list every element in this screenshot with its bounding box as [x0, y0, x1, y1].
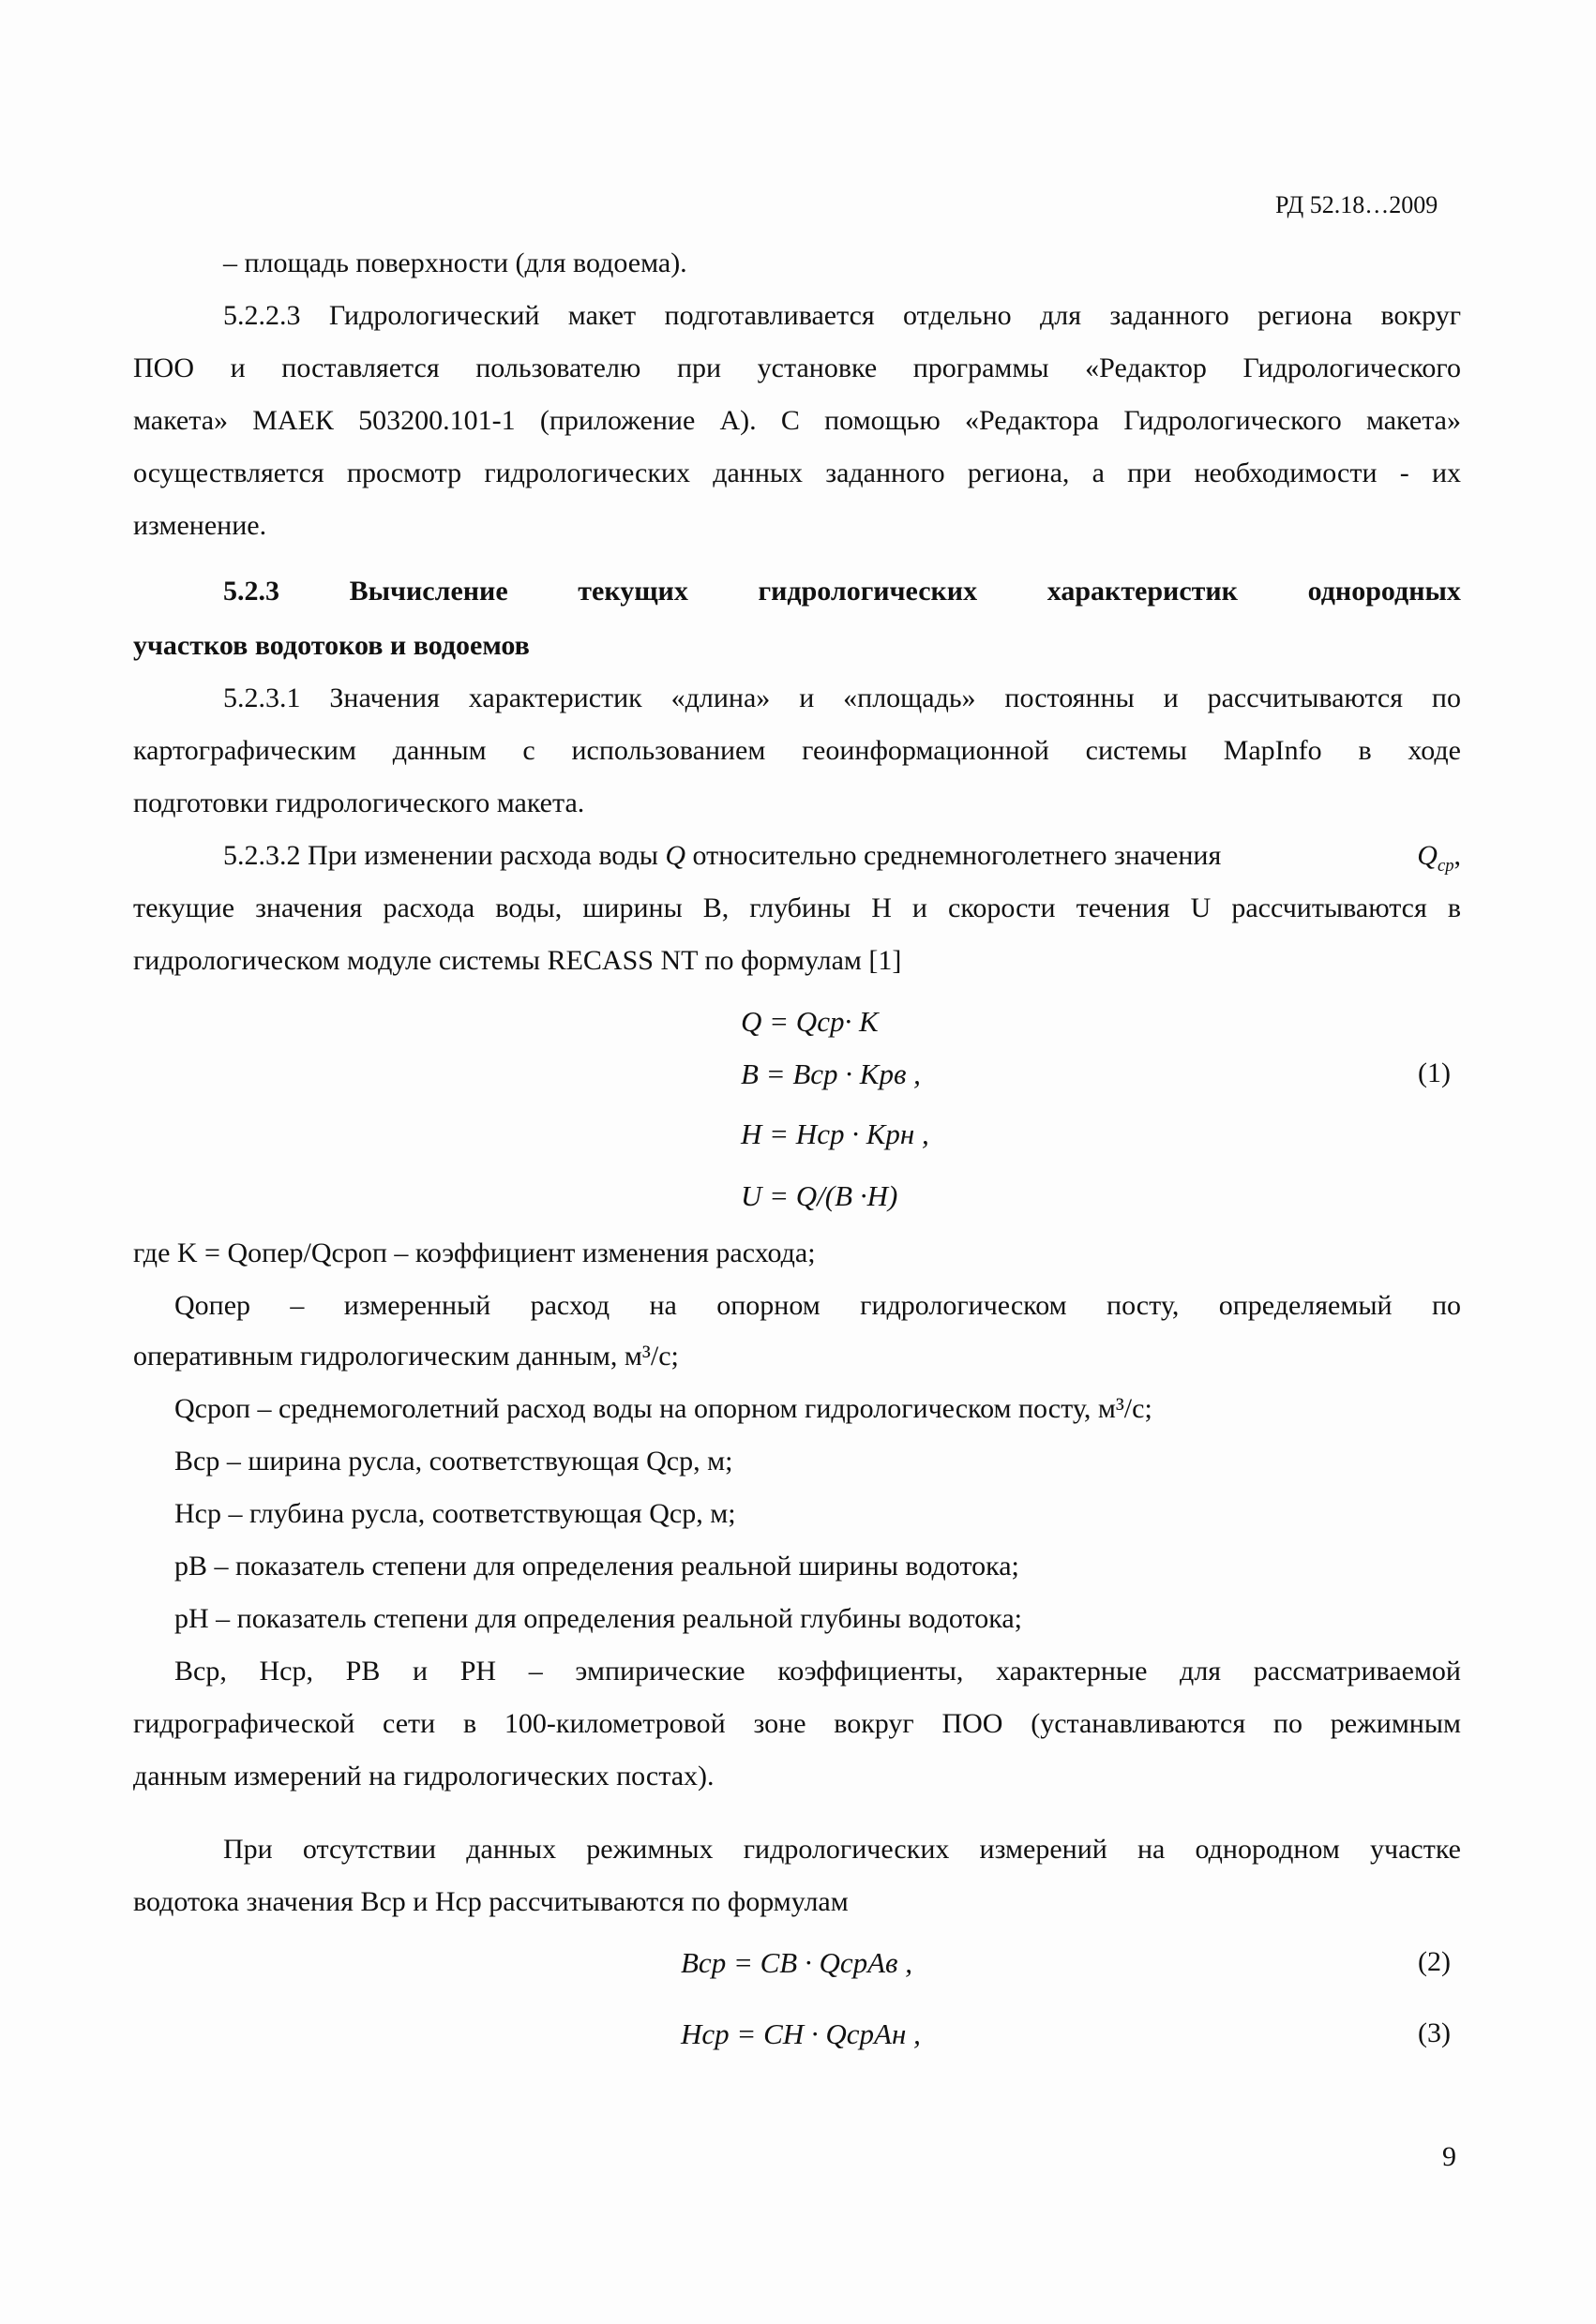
- paragraph-absence-line2: водотока значения Bср и Hср рассчитываются по формулам: [133, 1886, 849, 1917]
- formula-1-line4: U = Q/(B ·H): [741, 1179, 898, 1212]
- definition-qoper-line2: оперативным гидрологическим данным, м³/с;: [133, 1341, 679, 1372]
- definition-empirical-line3: данным измерений на гидрологических постах).: [133, 1761, 715, 1792]
- definition-empirical-line2: гидрографической сети в 100-километровой зоне вокруг ПОО (устанавливаются по режимным: [133, 1708, 1461, 1739]
- formula-1-line1: Q = Qср· K: [741, 1005, 879, 1038]
- subscript: ср: [1437, 856, 1454, 876]
- formula-1-line3: H = Hср · Kpн ,: [741, 1117, 929, 1150]
- paragraph-5232-line3: гидрологическом модуле системы RECASS NT по формулам [1]: [133, 945, 902, 976]
- paragraph-5223-line3: макета» МАЕК 503200.101-1 (приложение А). С помощью «Редактора Гидрологического макета»: [133, 405, 1461, 436]
- paragraph-5232-line1: [223, 838, 1461, 874]
- paragraph-5223-line2: ПОО и поставляется пользователю при установке программы «Редактор Гидрологического: [133, 352, 1461, 383]
- definition-pb: pB – показатель степени для определения реальной ширины водотока;: [174, 1551, 1019, 1582]
- heading-word: Вычисление: [349, 576, 508, 607]
- definition-qoper-line1: Qопер – измеренный расход на опорном гидрологическом посту, определяемый по: [174, 1290, 1461, 1321]
- paragraph-5231-line3: подготовки гидрологического макета.: [133, 787, 585, 818]
- formula-3: Hср = CH · QсрAн ,: [681, 2017, 921, 2050]
- definition-hcp: Hср – глубина русла, соответствующая Qср, м;: [174, 1498, 736, 1529]
- definition-k: где K = Qопер/Qсроп – коэффициент изменения расхода;: [133, 1237, 816, 1268]
- heading-word: характеристик: [1046, 576, 1238, 607]
- text-run: относительно среднемноголетнего значения: [685, 840, 1222, 871]
- text-run: 5.2.3.2 При изменении расхода воды: [223, 840, 666, 871]
- symbol-qcp: Q: [1417, 840, 1438, 871]
- equation-number-2: (2): [1418, 1946, 1451, 1977]
- definition-empirical-line1: Bср, Hср, PB и PH – эмпирические коэффициенты, характерные для рассматриваемой: [174, 1656, 1461, 1687]
- heading-word: однородных: [1307, 576, 1461, 607]
- definition-ph: pH – показатель степени для определения реальной глубины водотока;: [174, 1603, 1022, 1634]
- heading-word: гидрологических: [758, 576, 978, 607]
- definition-bcp: Bср – ширина русла, соответствующая Qср, м;: [174, 1446, 733, 1477]
- paragraph-5231-line1: 5.2.3.1 Значения характеристик «длина» и «площадь» постоянны и рассчитываются по: [223, 682, 1461, 713]
- document-id: РД 52.18…2009: [1275, 191, 1438, 218]
- paragraph-5223-line5: изменение.: [133, 510, 267, 541]
- paragraph-5231-line2: картографическим данным с использованием геоинформационной системы MapInfo в ходе: [133, 735, 1461, 766]
- paragraph-5232-line2: текущие значения расхода воды, ширины B, глубины H и скорости течения U рассчитываются в: [133, 892, 1461, 923]
- paragraph-5223-line4: осуществляется просмотр гидрологических данных заданного региона, а при необходимости - их: [133, 457, 1461, 488]
- equation-number-1: (1): [1418, 1057, 1451, 1088]
- heading-word: текущих: [578, 576, 688, 607]
- equation-number-3: (3): [1418, 2017, 1451, 2048]
- paragraph-absence-line1: При отсутствии данных режимных гидрологических измерений на однородном участке: [223, 1834, 1461, 1865]
- definition-qsrop: Qсроп – среднемоголетний расход воды на опорном гидрологическом посту, м³/с;: [174, 1393, 1152, 1424]
- section-heading-523: [223, 576, 1461, 607]
- section-number: 5.2.3: [223, 576, 279, 607]
- symbol-q: Q: [665, 840, 686, 871]
- paragraph-5223-line1: 5.2.2.3 Гидрологический макет подготавливается отдельно для заданного региона вокруг: [223, 300, 1461, 331]
- text-run: ,: [1453, 840, 1461, 871]
- formula-2: Bср = CB · QсрAв ,: [681, 1946, 913, 1979]
- formula-1-line2: B = Bср · Kpв ,: [741, 1057, 921, 1090]
- list-item-surface-area: – площадь поверхности (для водоема).: [223, 247, 687, 278]
- section-heading-523-line2: участков водотоков и водоемов: [133, 630, 530, 661]
- page-number: 9: [1442, 2141, 1456, 2172]
